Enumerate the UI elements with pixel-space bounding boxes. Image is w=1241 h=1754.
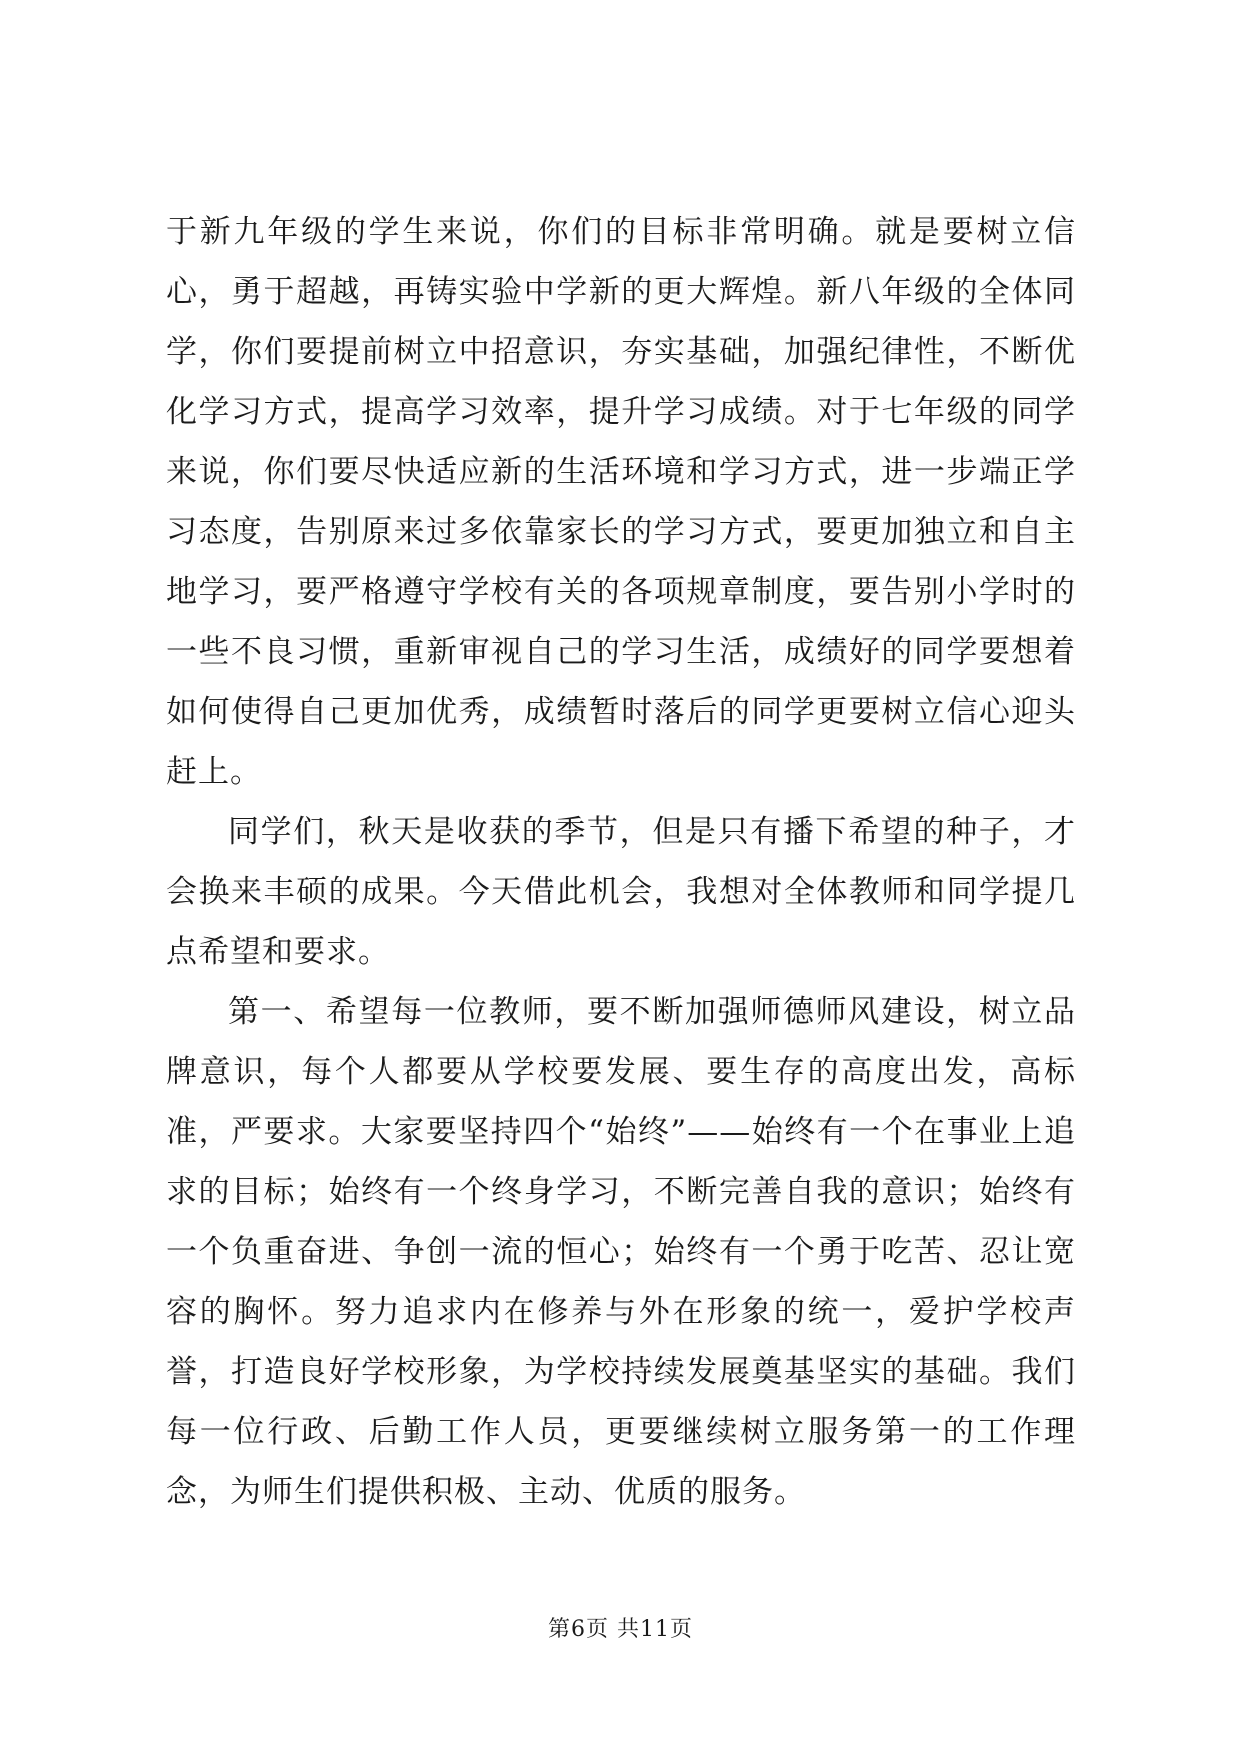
- document-body: [166, 202, 1076, 1522]
- paragraph-continuation: 于新九年级的学生来说，你们的目标非常明确。就是要树立信心，勇于超越，再铸实验中学新的更大辉煌。新八年级的全体同学，你们要提前树立中招意识，夯实基础，加强纪律性，不断优化学习方式，提高学习效率，提升学习成绩。对于七年级的同学来说，你们要尽快适应新的生活环境和学习方式，进一步端正学习态度，告别原来过多依靠家长的学习方式，要更加独立和自主地学习，要严格遵守学校有关的各项规章制度，要告别小学时的一些不良习惯，重新审视自己的学习生活，成绩好的同学要想着如何使得自己更加优秀，成绩暂时落后的同学更要树立信心迎头赶上。: [166, 214, 1076, 790]
- page-number-footer: 第6页 共11页: [548, 1617, 693, 1642]
- paragraph-teacher-requirements: 第一、希望每一位教师，要不断加强师德师风建设，树立品牌意识，每个人都要从学校要发展、要生存的高度出发，高标准，严要求。大家要坚持四个“始终”——始终有一个在事业上追求的目标；始终有一个终身学习，不断完善自我的意识；始终有一个负重奋进、争创一流的恒心；始终有一个勇于吃苦、忍让宽容的胸怀。努力追求内在修养与外在形象的统一，爱护学校声誉，打造良好学校形象，为学校持续发展奠基坚实的基础。我们每一位行政、后勤工作人员，更要继续树立服务第一的工作理念，为师生们提供积极、主动、优质的服务。: [166, 994, 1076, 1510]
- paragraph-autumn-hopes: 同学们，秋天是收获的季节，但是只有播下希望的种子，才会换来丰硕的成果。今天借此机会，我想对全体教师和同学提几点希望和要求。: [166, 814, 1076, 970]
